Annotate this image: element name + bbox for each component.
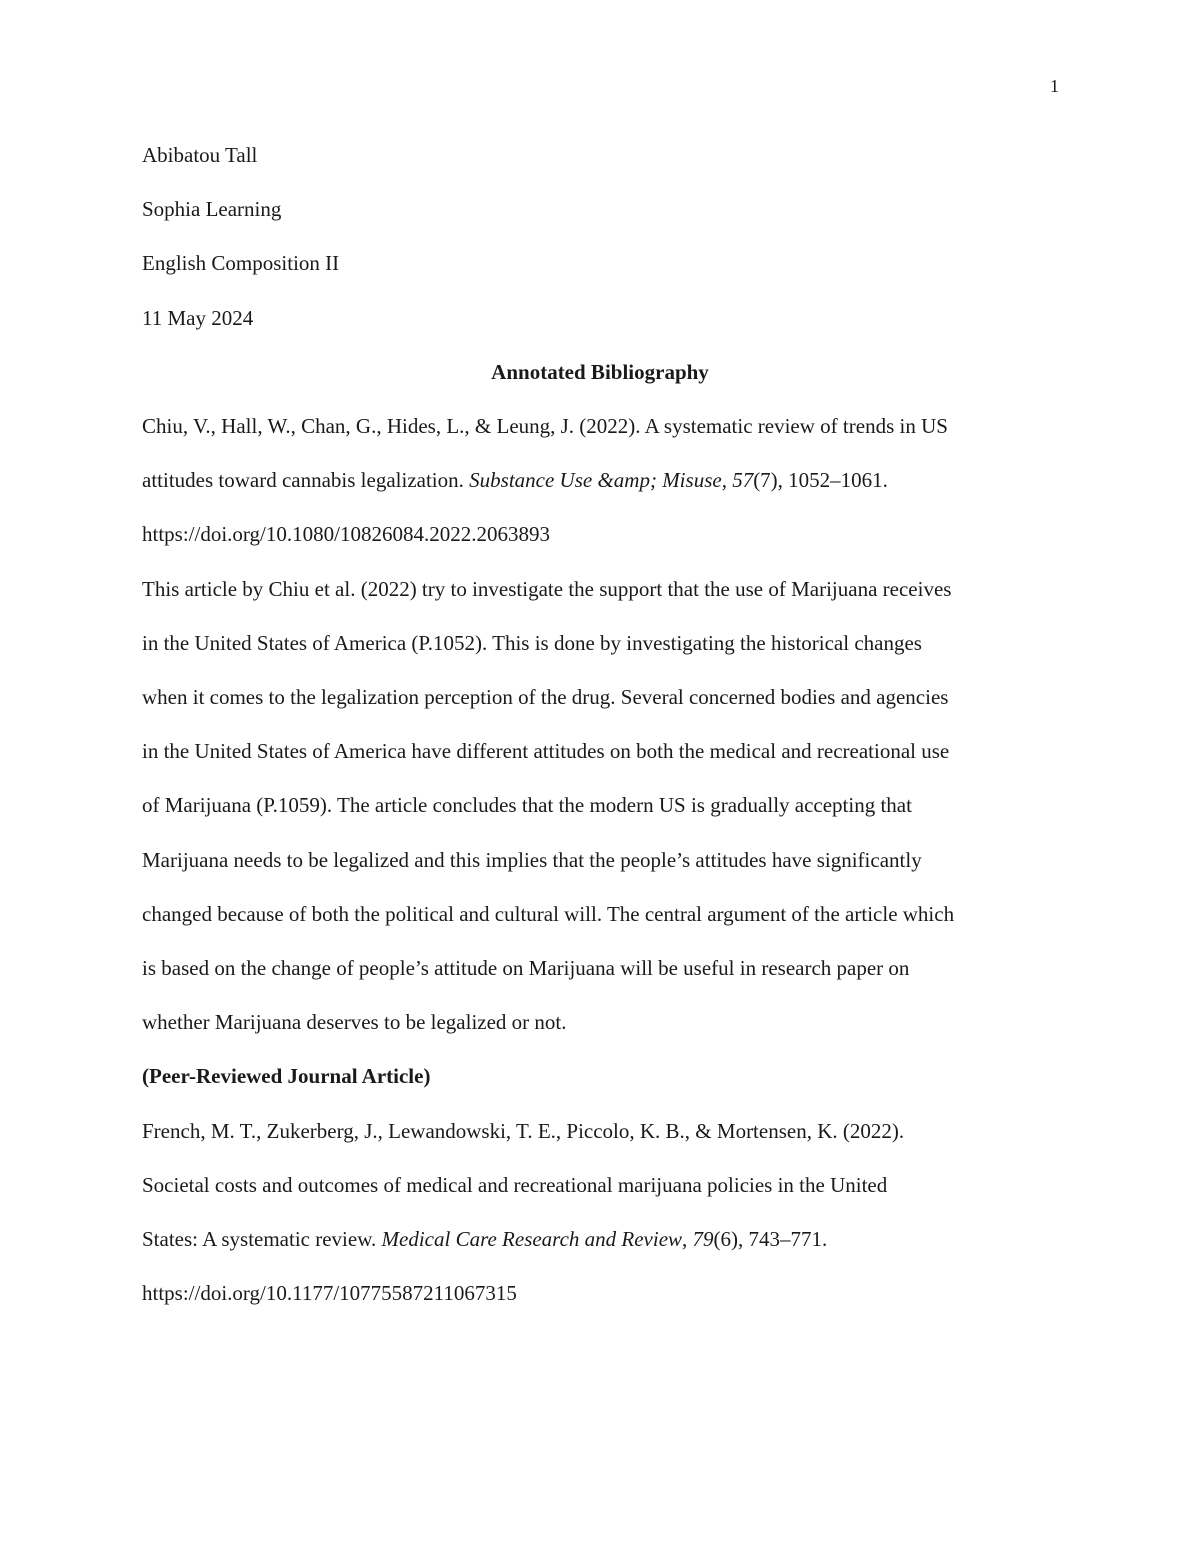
annotation-line: in the United States of America (P.1052). This is done by investigating the historical changes [142, 630, 922, 655]
author-name: Abibatou Tall [142, 143, 258, 167]
course-name: English Composition II [142, 251, 340, 276]
citation-2-volume: 79 [692, 1227, 714, 1252]
document-title: Annotated Bibliography [491, 359, 709, 384]
institution-name: Sophia Learning [142, 197, 282, 222]
annotation-line: changed because of both the political and cultural will. The central argument of the article which [142, 901, 955, 926]
citation-1-line-1: Chiu, V., Hall, W., Chan, G., Hides, L., & Leung, J. (2022). A systematic review of trends in US [142, 414, 948, 439]
citation-2-pages: , 743–771. [738, 1227, 828, 1252]
annotation-line: whether Marijuana deserves to be legalized or not. [142, 1010, 567, 1035]
annotation-entry-1 [142, 562, 1058, 1050]
citation-entry-1 [142, 399, 1058, 562]
citation-1-doi-link[interactable]: https://doi.org/10.1080/10826084.2022.2063893 [142, 522, 550, 547]
annotation-line: in the United States of America have different attitudes on both the medical and recreational use [142, 739, 950, 764]
citation-2-line-1: French, M. T., Zukerberg, J., Lewandowski, T. E., Piccolo, K. B., & Mortensen, K. (2022). [142, 1118, 905, 1143]
annotation-line: This article by Chiu et al. (2022) try to investigate the support that the use of Marijuana receives [142, 576, 952, 601]
citation-1-issue-pages: (7), 1052–1061. [753, 468, 888, 493]
citation-2-line-3 [142, 1212, 1058, 1266]
citation-1-journal: Substance Use &amp; Misuse [469, 468, 722, 493]
citation-2-separator: , [682, 1227, 693, 1252]
citation-2-issue: (6) [713, 1227, 739, 1252]
submission-date: 11 May 2024 [142, 305, 254, 330]
citation-2-journal: Medical Care Research and Review [381, 1227, 683, 1252]
document-body [142, 128, 1058, 1320]
citation-2-doi-link[interactable]: https://doi.org/10.1177/10775587211067315 [142, 1281, 517, 1306]
citation-2-article-tail: States: A systematic review. [142, 1227, 382, 1252]
annotation-line: when it comes to the legalization perception of the drug. Several concerned bodies and agencies [142, 685, 949, 710]
citation-entry-2 [142, 1104, 1058, 1321]
citation-1-line-2 [142, 453, 1058, 507]
annotation-line: is based on the change of people’s attitude on Marijuana will be useful in research paper on [142, 956, 910, 981]
page-number: 1 [1050, 76, 1059, 96]
citation-1-volume: 57 [732, 468, 754, 493]
citation-1-separator: , [721, 468, 733, 493]
annotation-line: of Marijuana (P.1059). The article concludes that the modern US is gradually accepting that [142, 793, 912, 818]
source-type-label: (Peer-Reviewed Journal Article) [142, 1064, 431, 1089]
citation-2-line-2: Societal costs and outcomes of medical and recreational marijuana policies in the United [142, 1172, 888, 1197]
annotation-line: Marijuana needs to be legalized and this implies that the people’s attitudes have significantly [142, 847, 922, 872]
citation-1-article-tail: attitudes toward cannabis legalization. [142, 468, 470, 493]
